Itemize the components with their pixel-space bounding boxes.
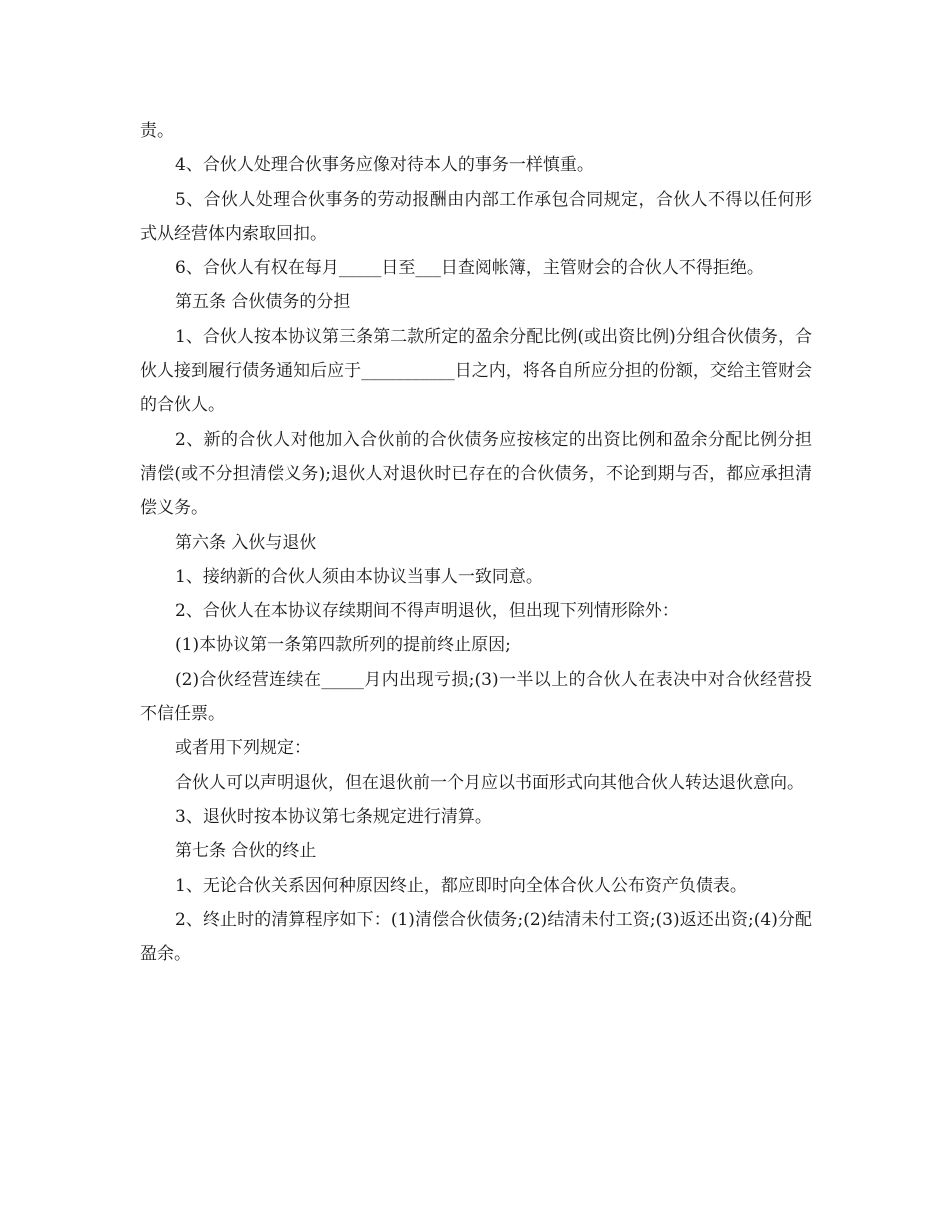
article-6-clause-1: 1、接纳新的合伙人须由本协议当事人一致同意。 [175, 566, 543, 587]
article-7-heading: 第七条 合伙的终止 [175, 841, 317, 862]
article-6-item-2-3: (2)合伙经营连续在_____月内出现亏损;(3)一半以上的合伙人在表决中对合伙经营投不信任票。 [140, 669, 812, 725]
alternative-rule-text: 合伙人可以声明退伙，但在退伙前一个月应以书面形式向其他合伙人转达退伙意向。 [175, 772, 804, 793]
paragraph-6-account-review: 6、合伙人有权在每月_____日至___日查阅帐簿，主管财会的合伙人不得拒绝。 [175, 258, 764, 279]
article-7-clause-2: 2、终止时的清算程序如下：(1)清偿合伙债务;(2)结清未付工资;(3)返还出资;(4)分配盈余。 [140, 909, 812, 965]
document-body [140, 114, 812, 971]
paragraph-continuation: 责。 [140, 121, 174, 141]
paragraph-4-prudence: 4、合伙人处理合伙事务应像对待本人的事务一样慎重。 [175, 155, 594, 176]
alternative-rule-intro: 或者用下列规定： [175, 738, 311, 759]
article-6-clause-2: 2、合伙人在本协议存续期间不得声明退伙，但出现下列情形除外： [175, 601, 679, 622]
article-7-clause-1: 1、无论合伙关系因何种原因终止，都应即时向全体合伙人公布资产负债表。 [175, 875, 747, 896]
article-5-heading: 第五条 合伙债务的分担 [175, 292, 351, 313]
article-6-heading: 第六条 入伙与退伙 [175, 532, 317, 553]
article-6-clause-3: 3、退伙时按本协议第七条规定进行清算。 [175, 806, 492, 827]
paragraph-5-remuneration: 5、合伙人处理合伙事务的劳动报酬由内部工作承包合同规定，合伙人不得以任何形式从经营体内索取回扣。 [140, 189, 812, 244]
article-5-clause-1: 1、合伙人按本协议第三条第二款所定的盈余分配比例(或出资比例)分组合伙债务，合伙人接到履行债务通知后应于___________日之内，将各自所应分担的份额，交给主管财会的合伙人。 [140, 326, 812, 416]
article-5-clause-2: 2、新的合伙人对他加入合伙前的合伙债务应按核定的出资比例和盈余分配比例分担清偿(或不分担清偿义务);退伙人对退伙时已存在的合伙债务，不论到期与否，都应承担清偿义务。 [140, 429, 812, 519]
article-6-item-1: (1)本协议第一条第四款所列的提前终止原因; [175, 635, 511, 656]
